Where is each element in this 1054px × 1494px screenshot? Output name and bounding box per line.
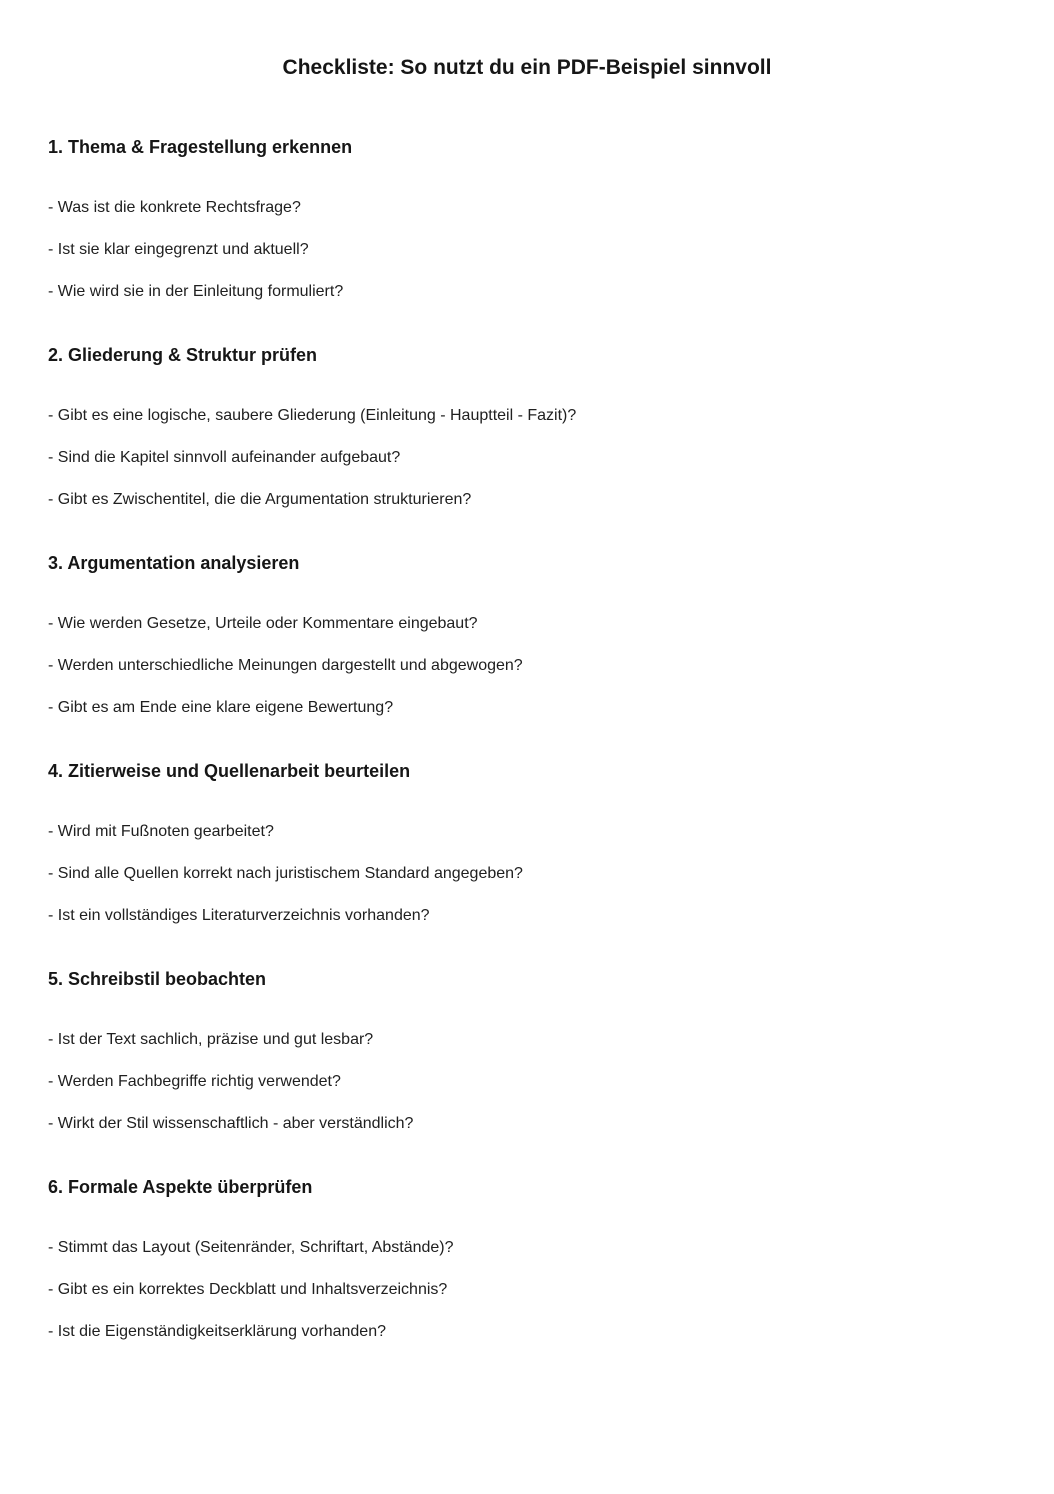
checklist-item: - Gibt es am Ende eine klare eigene Bewertung? — [48, 699, 394, 716]
section-heading-3: 3. Argumentation analysieren — [48, 553, 300, 573]
checklist-item: - Wie werden Gesetze, Urteile oder Kommentare eingebaut? — [48, 615, 478, 632]
section-formale-aspekte — [48, 1177, 1006, 1341]
checklist-item: - Wird mit Fußnoten gearbeitet? — [48, 823, 274, 840]
section-heading-4: 4. Zitierweise und Quellenarbeit beurteilen — [48, 761, 411, 781]
section-thema-fragestellung — [48, 137, 1006, 301]
checklist-item: - Werden unterschiedliche Meinungen dargestellt und abgewogen? — [48, 657, 523, 674]
checklist-item: - Sind die Kapitel sinnvoll aufeinander aufgebaut? — [48, 449, 401, 466]
checklist-item: - Wirkt der Stil wissenschaftlich - aber verständlich? — [48, 1115, 414, 1132]
document-title: Checkliste: So nutzt du ein PDF-Beispiel sinnvoll — [282, 56, 772, 79]
section-heading-1: 1. Thema & Fragestellung erkennen — [48, 137, 353, 157]
checklist-item: - Ist ein vollständiges Literaturverzeichnis vorhanden? — [48, 907, 430, 924]
checklist-item: - Ist die Eigenständigkeitserklärung vorhanden? — [48, 1323, 386, 1340]
section-zitierweise-quellenarbeit — [48, 761, 1006, 925]
checklist-item: - Gibt es Zwischentitel, die die Argumentation strukturieren? — [48, 491, 472, 508]
checklist-item: - Ist der Text sachlich, präzise und gut lesbar? — [48, 1031, 374, 1048]
checklist-item: - Sind alle Quellen korrekt nach juristischem Standard angegeben? — [48, 865, 523, 882]
section-heading-6: 6. Formale Aspekte überprüfen — [48, 1177, 313, 1197]
checklist-item: - Stimmt das Layout (Seitenränder, Schriftart, Abstände)? — [48, 1239, 454, 1256]
section-heading-2: 2. Gliederung & Struktur prüfen — [48, 345, 318, 365]
checklist-item: - Werden Fachbegriffe richtig verwendet? — [48, 1073, 341, 1090]
checklist-item: - Ist sie klar eingegrenzt und aktuell? — [48, 241, 309, 258]
checklist-item: - Wie wird sie in der Einleitung formuliert? — [48, 283, 344, 300]
section-argumentation — [48, 553, 1006, 717]
section-heading-5: 5. Schreibstil beobachten — [48, 969, 267, 989]
checklist-item: - Gibt es ein korrektes Deckblatt und Inhaltsverzeichnis? — [48, 1281, 448, 1298]
checklist-item: - Was ist die konkrete Rechtsfrage? — [48, 199, 301, 216]
checklist-item: - Gibt es eine logische, saubere Gliederung (Einleitung - Hauptteil - Fazit)? — [48, 407, 577, 424]
section-gliederung-struktur — [48, 345, 1006, 509]
section-schreibstil — [48, 969, 1006, 1133]
